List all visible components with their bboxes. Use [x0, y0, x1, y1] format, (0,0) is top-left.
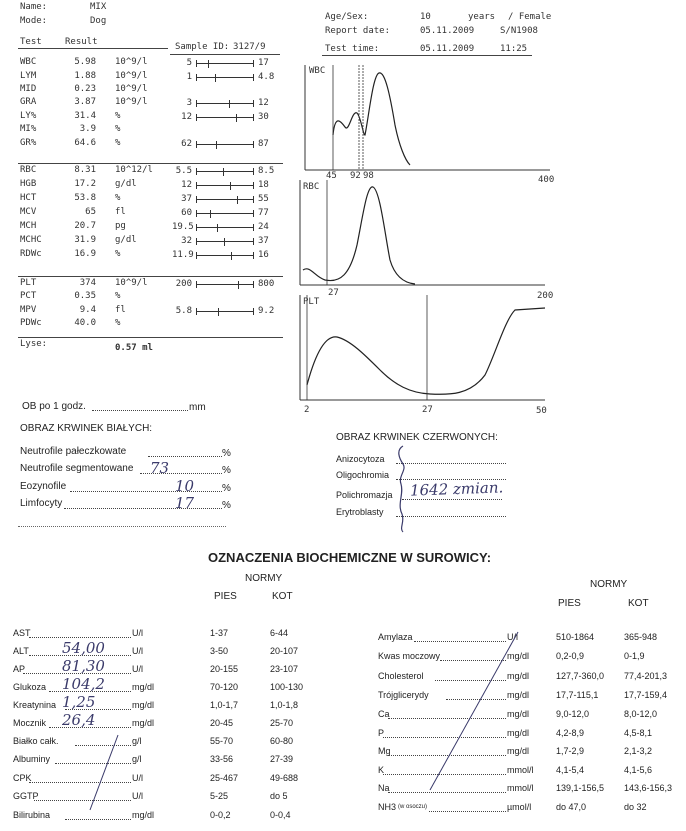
cat-right-label: KOT [628, 598, 649, 609]
biochem-name: Trójglicerydy [378, 690, 429, 700]
wbc-smear-unit: % [222, 483, 231, 494]
age-value: 10 [420, 12, 431, 22]
name-label: Name: [20, 2, 48, 12]
plt-hist-label: PLT [303, 297, 320, 307]
biochem-norm-cat: do 5 [270, 791, 288, 801]
hema-test-name: LY% [20, 111, 37, 121]
biochem-norm-cat: 143,6-156,3 [624, 783, 673, 793]
biochem-norm-cat: 23-107 [270, 664, 299, 674]
biochem-norm-cat: 100-130 [270, 682, 304, 692]
test-date: 05.11.2009 [420, 44, 475, 54]
biochem-name: Białko całk. [13, 736, 59, 746]
hema-range-low: 32 [181, 236, 192, 246]
hema-result: 8.31 [74, 165, 96, 175]
wbc-tick-98: 98 [363, 171, 374, 181]
biochem-name: AP [13, 664, 26, 674]
rbc-smear-label: Anizocytoza [336, 454, 385, 464]
hema-unit: 10^9/l [115, 71, 148, 81]
ob-unit: mm [189, 402, 206, 413]
hema-test-name: MI% [20, 124, 37, 134]
wbc-smear-value: 73 [150, 459, 170, 477]
hema-range-high: 8.5 [258, 166, 275, 176]
hema-test-name: MPV [20, 305, 37, 315]
biochem-unit: mg/dl [507, 709, 530, 719]
lyse-value: 0.57 ml [115, 343, 153, 353]
hema-test-name: RBC [20, 165, 37, 175]
hema-result: 31.9 [74, 235, 96, 245]
biochem-norm-dog: do 47,0 [556, 802, 587, 812]
biochem-norm-dog: 20-155 [210, 664, 239, 674]
hema-range-high: 12 [258, 98, 269, 108]
test-time-label: Test time: [325, 44, 380, 54]
sample-id-label: Sample ID: [175, 42, 230, 52]
hema-test-name: WBC [20, 57, 37, 67]
biochem-name: Na [378, 783, 390, 793]
biochem-norm-dog: 4,1-5,4 [556, 765, 585, 775]
hema-unit: g/dl [115, 179, 137, 189]
biochem-name: Mocznik [13, 718, 47, 728]
hema-test-name: PDWc [20, 318, 42, 328]
hema-range-high: 55 [258, 194, 269, 204]
hema-result: 374 [79, 278, 96, 288]
biochem-title: OZNACZENIA BIOCHEMICZNE W SUROWICY: [208, 550, 492, 565]
hema-range-high: 37 [258, 236, 269, 246]
biochem-unit: U/l [132, 791, 143, 801]
biochem-name: Albuminy [13, 754, 51, 764]
hema-result: 9.4 [79, 305, 96, 315]
wbc-smear-title: OBRAZ KRWINEK BIAŁYCH: [20, 423, 153, 434]
hema-range-high: 16 [258, 250, 269, 260]
hema-range-high: 4.8 [258, 72, 275, 82]
hema-unit: g/dl [115, 235, 137, 245]
hema-result: 40.0 [74, 318, 96, 328]
dog-left-label: PIES [214, 591, 237, 602]
hema-result: 0.23 [74, 84, 96, 94]
hema-test-name: MCHC [20, 235, 42, 245]
biochem-norm-dog: 3-50 [210, 646, 229, 656]
biochem-unit: mg/dl [507, 728, 530, 738]
rbc-tick-27: 27 [328, 288, 339, 298]
biochem-norm-cat: 20-107 [270, 646, 299, 656]
biochem-norm-dog: 1,0-1,7 [210, 700, 239, 710]
hema-range-high: 18 [258, 180, 269, 190]
hema-range-low: 12 [181, 112, 192, 122]
wbc-smear-label: Eozynofile [20, 481, 67, 492]
hema-test-name: MID [20, 84, 37, 94]
hema-test-name: HGB [20, 179, 37, 189]
hema-range-low: 19.5 [172, 222, 194, 232]
biochem-name: Glukoza [13, 682, 47, 692]
sample-id: 3127/9 [233, 42, 266, 52]
biochem-unit: mmol/l [507, 765, 534, 775]
sex-value: / Female [508, 12, 552, 22]
biochem-name: Amylaza [378, 632, 413, 642]
biochem-unit: mmol/l [507, 783, 534, 793]
biochem-norm-dog: 17,7-115,1 [556, 690, 599, 700]
hema-unit: % [115, 111, 121, 121]
biochem-norm-cat: 1,0-1,8 [270, 700, 299, 710]
hema-result: 3.87 [74, 97, 96, 107]
hema-test-name: GRA [20, 97, 37, 107]
wbc-smear-unit: % [222, 465, 231, 476]
hema-unit: % [115, 124, 121, 134]
biochem-norm-cat: 25-70 [270, 718, 294, 728]
biochem-name: Kwas moczowy [378, 651, 441, 661]
biochem-name: GGTP [13, 791, 39, 801]
hema-result: 3.9 [79, 124, 96, 134]
hema-unit: % [115, 138, 121, 148]
hema-range-low: 3 [186, 98, 192, 108]
hema-result: 5.98 [74, 57, 96, 67]
hema-unit: % [115, 318, 121, 328]
hema-range-high: 24 [258, 222, 269, 232]
biochem-norm-dog: 20-45 [210, 718, 234, 728]
biochem-unit: µmol/l [507, 802, 532, 812]
rbc-smear-label: Oligochromia [336, 470, 390, 480]
biochem-unit: g/l [132, 736, 142, 746]
hema-unit: % [115, 291, 121, 301]
biochem-unit: mg/dl [132, 810, 155, 820]
hema-range-low: 62 [181, 139, 192, 149]
hema-unit: fl [115, 305, 126, 315]
biochem-unit: U/l [132, 664, 143, 674]
biochem-norm-cat: 17,7-159,4 [624, 690, 668, 700]
biochem-norm-cat: 77,4-201,3 [624, 671, 668, 681]
biochem-norm-cat: 2,1-3,2 [624, 746, 653, 756]
hema-range-low: 5.5 [175, 166, 192, 176]
rbc-handwritten-note: 1642 zmian. [409, 478, 504, 500]
hema-test-name: PLT [20, 278, 37, 288]
name-value: MIX [90, 2, 107, 12]
hema-test-name: MCH [20, 221, 37, 231]
wbc-tick-92: 92 [350, 171, 361, 181]
biochem-unit: mg/dl [507, 651, 530, 661]
hema-range-high: 17 [258, 58, 269, 68]
result-column-header: Result [65, 37, 98, 47]
biochem-norm-dog: 1,7-2,9 [556, 746, 585, 756]
hema-range-high: 9.2 [258, 306, 275, 316]
biochem-value: 104,2 [62, 675, 105, 693]
hema-unit: 10^9/l [115, 57, 148, 67]
biochem-name: K [378, 765, 385, 775]
biochem-norm-dog: 5-25 [210, 791, 229, 801]
hema-result: 20.7 [74, 221, 96, 231]
report-code: S/N1908 [500, 26, 538, 36]
rbc-smear-title: OBRAZ KRWINEK CZERWONYCH: [336, 432, 498, 443]
biochem-name: CPK [13, 773, 32, 783]
hema-range-low: 11.9 [172, 250, 194, 260]
hema-unit: 10^9/l [115, 84, 148, 94]
plt-tick-2: 2 [304, 405, 310, 415]
hema-range-low: 200 [175, 279, 192, 289]
hema-range-low: 5.8 [175, 306, 192, 316]
rbc-smear-label: Erytroblasty [336, 507, 384, 517]
biochem-norm-cat: do 32 [624, 802, 647, 812]
biochem-unit: U/l [507, 632, 518, 642]
wbc-smear-unit: % [222, 448, 231, 459]
biochem-unit: mg/dl [507, 746, 530, 756]
hema-result: 31.4 [74, 111, 96, 121]
wbc-smear-label: Neutrofile segmentowane [20, 463, 134, 474]
wbc-smear-label: Limfocyty [20, 498, 63, 509]
hema-range-low: 1 [186, 72, 192, 82]
biochem-name: Mg [378, 746, 391, 756]
hema-result: 16.9 [74, 249, 96, 259]
hema-unit: fl [115, 207, 126, 217]
hema-test-name: MCV [20, 207, 37, 217]
biochem-norm-cat: 6-44 [270, 628, 289, 638]
hema-range-high: 87 [258, 139, 269, 149]
biochem-norm-dog: 1-37 [210, 628, 229, 638]
rbc-hist-label: RBC [303, 182, 320, 192]
hema-range-high: 30 [258, 112, 269, 122]
hema-range-high: 800 [258, 279, 275, 289]
biochem-unit: mg/dl [507, 671, 530, 681]
plt-tick-27: 27 [422, 405, 433, 415]
biochem-name: AST [13, 628, 31, 638]
rbc-tick-200: 200 [537, 291, 554, 301]
dog-right-label: PIES [558, 598, 581, 609]
hema-range-low: 12 [181, 180, 192, 190]
hema-result: 64.6 [74, 138, 96, 148]
hema-unit: 10^12/l [115, 165, 153, 175]
biochem-unit: mg/dl [132, 682, 155, 692]
biochem-norm-dog: 139,1-156,5 [556, 783, 605, 793]
biochem-name: ALT [13, 646, 29, 656]
biochem-norm-dog: 25-467 [210, 773, 239, 783]
biochem-unit: mg/dl [132, 718, 155, 728]
biochem-sub: (w osoczu) [398, 804, 428, 810]
hema-test-name: PCT [20, 291, 37, 301]
hema-test-name: LYM [20, 71, 37, 81]
hema-range-low: 60 [181, 208, 192, 218]
plt-tick-50: 50 [536, 406, 547, 416]
biochem-norm-cat: 0-1,9 [624, 651, 645, 661]
biochem-value: 81,30 [62, 657, 105, 675]
hema-test-name: HCT [20, 193, 37, 203]
norms-right-label: NORMY [590, 579, 628, 590]
hema-unit: 10^9/l [115, 278, 148, 288]
lyse-label: Lyse: [20, 339, 48, 349]
biochem-name: Cholesterol [378, 671, 424, 681]
hema-test-name: GR% [20, 138, 37, 148]
biochem-norm-dog: 33-56 [210, 754, 234, 764]
wbc-smear-value: 10 [175, 477, 195, 495]
hema-unit: 10^9/l [115, 97, 148, 107]
biochem-name: NH3 [378, 802, 397, 812]
hema-unit: pg [115, 221, 126, 231]
test-time: 11:25 [500, 44, 528, 54]
cat-left-label: KOT [272, 591, 293, 602]
biochem-name: Ca [378, 709, 390, 719]
biochem-name: P [378, 728, 385, 738]
wbc-hist-label: WBC [309, 66, 326, 76]
hema-range-low: 37 [181, 194, 192, 204]
biochem-norm-dog: 9,0-12,0 [556, 709, 590, 719]
biochem-norm-cat: 365-948 [624, 632, 658, 642]
report-date: 05.11.2009 [420, 26, 475, 36]
biochem-norm-cat: 27-39 [270, 754, 294, 764]
hema-range-low: 5 [186, 58, 192, 68]
biochem-unit: mg/dl [132, 700, 155, 710]
report-date-label: Report date: [325, 26, 391, 36]
biochem-norm-dog: 0-0,2 [210, 810, 231, 820]
biochem-name: Kreatynina [13, 700, 57, 710]
biochem-norm-dog: 4,2-8,9 [556, 728, 585, 738]
norms-left-label: NORMY [245, 573, 283, 584]
biochem-norm-cat: 4,1-5,6 [624, 765, 653, 775]
biochem-norm-dog: 55-70 [210, 736, 234, 746]
biochem-norm-dog: 70-120 [210, 682, 239, 692]
biochem-value: 54,00 [62, 639, 105, 657]
biochem-norm-cat: 4,5-8,1 [624, 728, 653, 738]
hema-unit: % [115, 249, 121, 259]
biochem-norm-cat: 49-688 [270, 773, 299, 783]
ob-label: OB po 1 godz. [22, 401, 86, 412]
hema-result: 53.8 [74, 193, 96, 203]
biochem-unit: U/l [132, 773, 143, 783]
biochem-norm-dog: 127,7-360,0 [556, 671, 605, 681]
biochem-norm-cat: 8,0-12,0 [624, 709, 658, 719]
biochem-norm-cat: 0-0,4 [270, 810, 291, 820]
wbc-tick-45: 45 [326, 171, 337, 181]
biochem-unit: U/l [132, 628, 143, 638]
biochem-unit: mg/dl [507, 690, 530, 700]
test-column-header: Test [20, 37, 42, 47]
agesex-label: Age/Sex: [325, 12, 369, 22]
biochem-unit: U/l [132, 646, 143, 656]
hema-result: 1.88 [74, 71, 96, 81]
biochem-name: Bilirubina [13, 810, 51, 820]
biochem-norm-cat: 60-80 [270, 736, 294, 746]
hema-result: 17.2 [74, 179, 96, 189]
wbc-smear-label: Neutrofile pałeczkowate [20, 446, 127, 457]
hema-test-name: RDWc [20, 249, 42, 259]
biochem-norm-dog: 510-1864 [556, 632, 595, 642]
biochem-value: 1,25 [62, 693, 96, 711]
wbc-smear-value: 17 [175, 494, 195, 512]
age-unit: years [468, 12, 496, 22]
hema-range-high: 77 [258, 208, 269, 218]
hema-unit: % [115, 193, 121, 203]
rbc-smear-label: Polichromazja [336, 490, 393, 500]
hema-result: 0.35 [74, 291, 96, 301]
biochem-value: 26,4 [62, 711, 96, 729]
mode-value: Dog [90, 16, 107, 26]
mode-label: Mode: [20, 16, 48, 26]
biochem-unit: g/l [132, 754, 142, 764]
wbc-tick-400: 400 [538, 175, 555, 185]
hema-result: 65 [85, 207, 96, 217]
biochem-norm-dog: 0,2-0,9 [556, 651, 585, 661]
wbc-smear-unit: % [222, 500, 231, 511]
